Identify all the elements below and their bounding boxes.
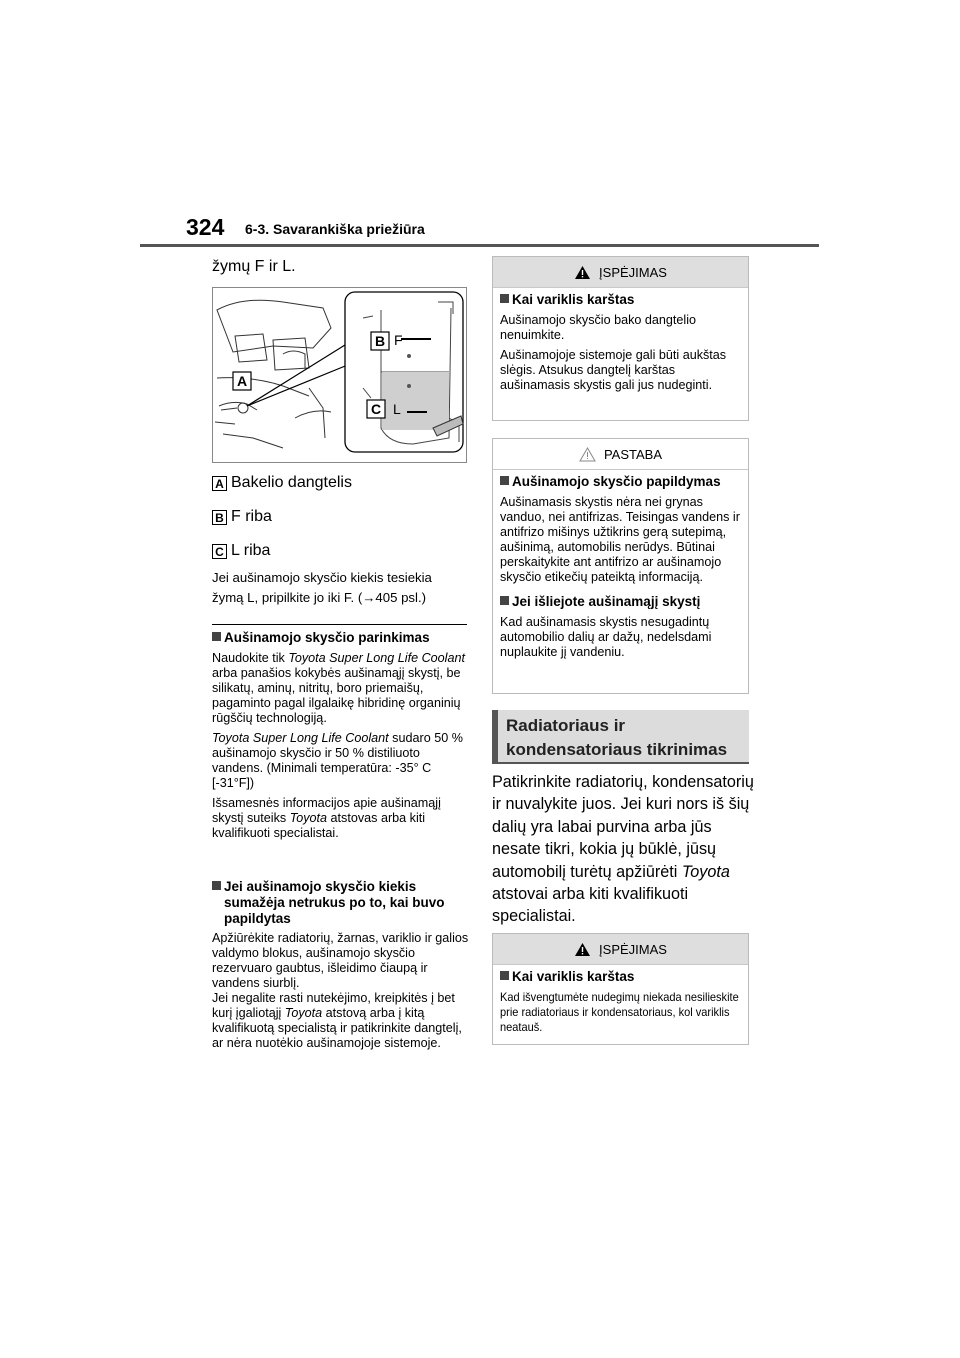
paragraph: Aušinamojo skysčio bako dangtelio nenuimkite. — [500, 313, 697, 342]
warning-box-hot-engine — [492, 256, 749, 421]
legend-label: L riba — [231, 542, 271, 559]
text: Naudokite tik — [212, 651, 289, 665]
legend-item-b — [212, 508, 272, 526]
square-bullet-icon — [212, 881, 221, 890]
callout-a: A — [237, 373, 248, 389]
header-rule — [140, 244, 819, 247]
text: atstovai arba kiti kvalifikuoti specialistai. — [492, 885, 689, 926]
subsection-title: Aušinamojo skysčio papildymas — [512, 474, 721, 489]
legend-key: A — [212, 476, 227, 491]
legend-key: B — [212, 510, 227, 525]
level-note-line: Jei aušinamojo skysčio kiekis tesiekia — [212, 570, 432, 585]
level-l-label: L — [393, 401, 401, 417]
level-note-text: žymą L, pripilkite jo iki F. ( — [212, 590, 363, 605]
callout-c: C — [371, 401, 382, 417]
text: sudaro 50 % aušinamojo skysčio ir 50 % distiliuoto vandens. (Minimali temperatūra: -35° C [-31°F]) — [212, 731, 463, 790]
text: Išsamesnės informacijos apie aušinamąjį skystį suteiks — [212, 796, 441, 825]
warning-title: ĮSPĖJIMAS — [599, 264, 667, 280]
subsection-title: Kai variklis karštas — [512, 292, 635, 307]
subsection-heading — [212, 630, 470, 646]
paragraph: Aušinamasis skystis nėra nei grynas vanduo, nei antifrizas. Teisingas vandens ir antifrizo mišinys užtikrins gerą sutepimą, aušinimą, automobilis nerūdys. Būtinai perskaitykite ant antifrizo ar aušinamojo skysčio etikečių pateiktą informaciją. — [500, 495, 740, 584]
text: arba panašios kokybės aušinamąjį skystį, be silikatų, aminų, nitritų, boro priemaišų, pagaminto pagal ilgalaikę hibridinę organinių rūgščių technologiją. — [212, 666, 461, 725]
subsection-heading — [212, 879, 470, 927]
coolant-reservoir-figure — [212, 287, 467, 463]
callout-b: B — [375, 333, 386, 349]
product-name: Toyota Super Long Life Coolant — [288, 651, 465, 665]
coolant-drop-section — [212, 879, 470, 1051]
warning-subheading — [500, 969, 741, 985]
brand-name: Toyota — [289, 811, 328, 825]
notice-box — [492, 438, 749, 694]
legend-label: Bakelio dangtelis — [231, 474, 352, 491]
paragraph: Kad išvengtumėte nudegimų niekada nesilieskite prie radiatoriaus ir kondensatoriaus, kol variklis neatauš. — [500, 990, 739, 1034]
radiator-body-text — [492, 771, 754, 928]
warning-title: ĮSPĖJIMAS — [599, 941, 667, 957]
section-heading-line: Radiatoriaus ir — [506, 716, 626, 735]
warning-triangle-icon — [574, 265, 591, 280]
warning-body — [493, 965, 748, 1043]
section-heading-line: kondensatoriaus tikrinimas — [506, 740, 728, 759]
square-bullet-icon — [500, 596, 509, 605]
section-title: 6-3. Savarankiška priežiūra — [245, 221, 425, 237]
notice-subheading — [500, 594, 741, 610]
level-f-label: F — [394, 332, 403, 348]
notice-body — [493, 470, 748, 668]
page-reference[interactable]: 405 psl.) — [375, 590, 427, 605]
legend-item-c — [212, 542, 270, 560]
section-heading-radiator — [492, 710, 749, 764]
legend-key: C — [212, 544, 227, 559]
level-note — [212, 568, 467, 608]
legend-label: F riba — [231, 508, 272, 525]
square-bullet-icon — [500, 294, 509, 303]
square-bullet-icon — [212, 632, 221, 641]
text: Jei negalite rasti nutekėjimo, kreipkitės į bet kurį įgaliotąjį — [212, 991, 455, 1020]
subsection-title: Kai variklis karštas — [512, 969, 635, 984]
brand-name: Toyota — [681, 862, 730, 881]
paragraph: Kad aušinamasis skystis nesugadintų automobilio dalių ar dažų, nedelsdami nuplaukite jį vandeniu. — [500, 615, 712, 659]
subsection-title: Aušinamojo skysčio parinkimas — [224, 630, 430, 645]
warning-box-radiator — [492, 933, 749, 1045]
legend-item-a — [212, 474, 352, 492]
paragraph: Apžiūrėkite radiatorių, žarnas, variklio ir galios valdymo blokus, aušinamojo skysčio rezervuaro gaubtus, išleidimo čiaupą ir vandens siurblį. — [212, 931, 469, 990]
warning-subheading — [500, 292, 741, 308]
subsection-title: Jei išliejote aušinamąjį skystį — [512, 594, 701, 609]
brand-name: Toyota — [284, 1006, 323, 1020]
divider — [212, 624, 467, 625]
paragraph — [212, 991, 470, 1051]
warning-triangle-icon — [574, 942, 591, 957]
paragraph — [212, 651, 470, 726]
text: atstovą arba į kitą kvalifikuotą specialistą ir patikrinkite dangtelį, ar nėra nuotėkio aušinamojoje sistemoje. — [212, 1006, 462, 1050]
subsection-title: Jei aušinamojo skysčio kiekis sumažėja netrukus po to, kai buvo papildytas — [224, 879, 445, 926]
notice-header — [493, 439, 748, 470]
notice-title: PASTABA — [603, 446, 663, 462]
warning-body — [493, 288, 748, 401]
engine-bay-illustration — [213, 288, 466, 462]
text: atstovas arba kiti kvalifikuoti specialistai. — [212, 811, 426, 840]
page-number: 324 — [186, 214, 225, 240]
paragraph: Aušinamojoje sistemoje gali būti aukštas slėgis. Atsukus dangtelį karštas aušinamasis skystis gali jus nudeginti. — [500, 348, 727, 392]
paragraph — [212, 796, 470, 841]
product-name: Toyota Super Long Life Coolant — [212, 731, 389, 745]
notice-subheading — [500, 474, 741, 490]
text: Patikrinkite radiatorių, kondensatorių ir nuvalykite juos. Jei kuri nors iš šių dalių yra labai purvina arba jūs nesate tikri, kokia jų būklė, jūsų automobilį turėtų apžiūrėti — [492, 773, 754, 881]
section-heading-text — [498, 710, 749, 762]
coolant-selection-section — [212, 630, 470, 841]
square-bullet-icon — [500, 971, 509, 980]
warning-header — [493, 934, 748, 965]
square-bullet-icon — [500, 476, 509, 485]
warning-header — [493, 257, 748, 288]
intro-text: žymų F ir L. — [212, 258, 296, 275]
arrow-icon: → — [362, 590, 376, 605]
paragraph — [212, 731, 470, 791]
notice-triangle-icon — [579, 447, 596, 462]
level-note-line — [212, 588, 467, 608]
